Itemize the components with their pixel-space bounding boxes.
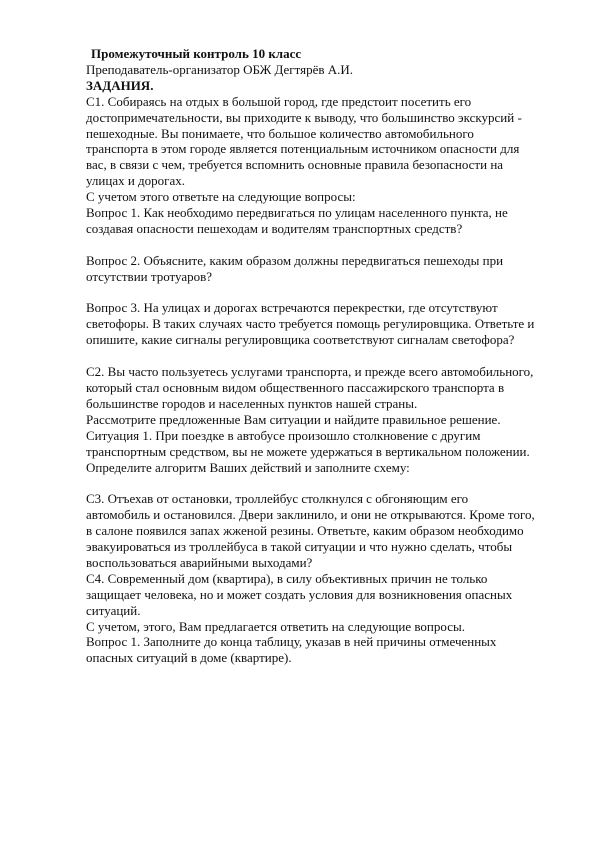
- c3-paragraph: С3. Отъехав от остановки, троллейбус столкнулся с обгоняющим его автомобиль и остановился. Двери заклинило, и они не открываются. Кроме того, в салоне появился запах жженой резины. Ответьте, каким образом необходимо эвакуироваться из троллейбуса в такой ситуации и что нужно сделать, чтобы воспользоваться аварийными выходами?: [86, 491, 535, 570]
- c1-question-2: Вопрос 2. Объясните, каким образом должны передвигаться пешеходы при отсутствии тротуаров?: [86, 252, 504, 284]
- c1-lead-text: С учетом этого ответьте на следующие вопросы:: [86, 189, 356, 205]
- c4-question-1: Вопрос 1. Заполните до конца таблицу, указав в ней причины отмеченных опасных ситуаций в доме (квартире).: [86, 634, 497, 666]
- c2-situation-1: Ситуация 1. При поездке в автобусе произошло столкновение с другим транспортным средством, вы не можете удержаться в вертикальном положении.: [86, 427, 530, 459]
- teacher-line: Преподаватель-организатор ОБЖ Дегтярёв А.И.: [86, 61, 354, 77]
- c2-lead-text: Рассмотрите предложенные Вам ситуации и найдите правильное решение.: [86, 411, 501, 427]
- c2-intro-paragraph: С2. Вы часто пользуетесь услугами транспорта, и прежде всего автомобильного, который стал основным видом общественного пассажирского транспорта в большинстве городов и населенных пунктов нашей страны.: [86, 364, 534, 411]
- spacer: [86, 285, 535, 301]
- tasks-heading: ЗАДАНИЯ.: [86, 77, 154, 93]
- spacer: [86, 348, 535, 364]
- spacer: [86, 237, 535, 253]
- c2-task-text: Определите алгоритм Ваших действий и заполните схему:: [86, 459, 410, 475]
- c4-lead-text: С учетом, этого, Вам предлагается ответить на следующие вопросы.: [86, 618, 465, 634]
- c1-intro-paragraph: С1. Собираясь на отдых в большой город, где предстоит посетить его достопримечательности, вы приходите к выводу, что большинство экскурсий - пешеходные. Вы понимаете, что большое количество автомобильного транспорта в этом городе является потенциальным источником опасности для вас, в связи с чем, требуется вспомнить основные правила безопасности на улицах и дорогах.: [86, 93, 522, 189]
- c1-question-1: Вопрос 1. Как необходимо передвигаться по улицам населенного пункта, не создавая опасности пешеходам и водителям транспортных средств?: [86, 205, 508, 236]
- c1-question-3: Вопрос 3. На улицах и дорогах встречаются перекрестки, где отсутствуют светофоры. В таких случаях часто требуется помощь регулировщика. Ответьте и опишите, какие сигналы регулировщика соответствуют сигналам светофора?: [86, 300, 535, 348]
- document-title: Промежуточный контроль 10 класс: [91, 46, 302, 61]
- spacer: [86, 475, 535, 491]
- c4-intro-paragraph: С4. Современный дом (квартира), в силу объективных причин не только защищает человека, но и может создать условия для возникновения опасных ситуаций.: [86, 570, 513, 618]
